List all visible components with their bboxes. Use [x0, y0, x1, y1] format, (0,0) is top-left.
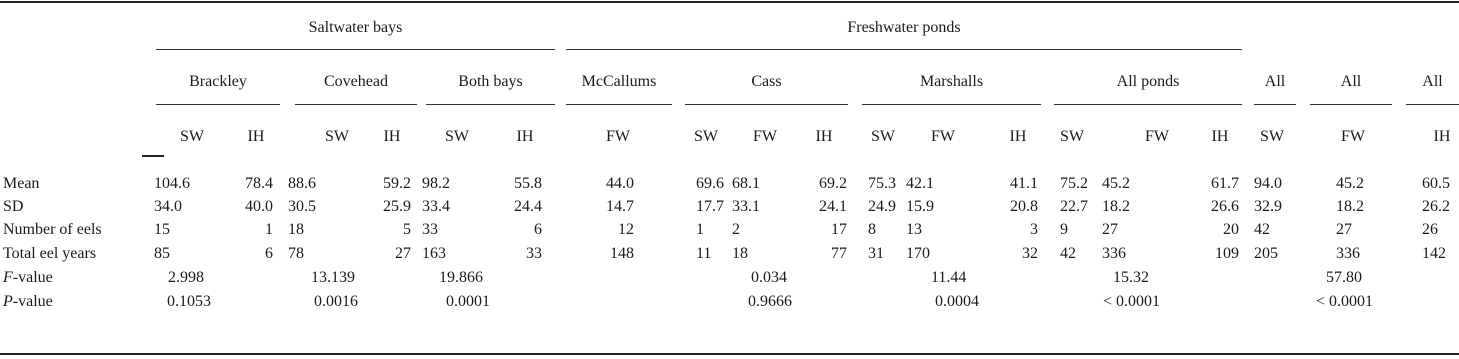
- column-header: IH: [1211, 128, 1229, 145]
- data-cell: 27: [1336, 221, 1352, 238]
- data-cell: 20: [1223, 221, 1239, 238]
- column-header: FW: [606, 128, 630, 145]
- site-underline: [156, 104, 280, 105]
- site-header: Cass: [751, 73, 782, 90]
- data-cell: 33: [526, 245, 542, 262]
- data-cell: 75.2: [1060, 175, 1088, 192]
- site-header: Covehead: [324, 73, 388, 90]
- data-cell: 336: [1102, 245, 1126, 262]
- p-value-cell: < 0.0001: [1103, 293, 1161, 310]
- column-header: FW: [931, 128, 955, 145]
- group-header: Freshwater ponds: [847, 19, 961, 36]
- site-underline: [295, 104, 417, 105]
- data-cell: 98.2: [422, 175, 450, 192]
- table-header-rule: [142, 155, 164, 157]
- data-cell: 34.0: [154, 198, 182, 215]
- data-cell: 94.0: [1254, 175, 1282, 192]
- data-cell: 336: [1336, 245, 1360, 262]
- data-cell: 40.0: [245, 198, 273, 215]
- p-value-cell: 0.0016: [314, 293, 358, 310]
- data-cell: 163: [422, 245, 446, 262]
- column-header: IH: [815, 128, 833, 145]
- data-cell: 205: [1254, 245, 1278, 262]
- data-cell: 17: [831, 221, 847, 238]
- data-cell: 78: [288, 245, 304, 262]
- data-cell: 25.9: [383, 198, 411, 215]
- data-cell: 78.4: [245, 175, 273, 192]
- data-cell: 88.6: [288, 175, 316, 192]
- column-header: SW: [694, 128, 718, 145]
- row-label: Total eel years: [3, 245, 97, 262]
- data-cell: 75.3: [868, 175, 896, 192]
- row-label: Number of eels: [3, 221, 102, 238]
- data-cell: 11: [696, 245, 712, 262]
- column-header: IH: [516, 128, 534, 145]
- site-header: Marshalls: [919, 73, 984, 90]
- row-label: SD: [3, 198, 24, 215]
- site-header: Brackley: [189, 73, 247, 90]
- column-header: SW: [445, 128, 469, 145]
- group-header: Saltwater bays: [308, 19, 403, 36]
- column-header: SW: [1060, 128, 1084, 145]
- f-symbol: F: [3, 269, 13, 286]
- f-suffix: -value: [12, 269, 53, 286]
- data-cell: 17.7: [696, 198, 724, 215]
- row-label: Mean: [3, 175, 40, 192]
- site-underline: [685, 104, 848, 105]
- column-header: SW: [871, 128, 895, 145]
- site-header: All: [1422, 73, 1443, 90]
- data-cell: 33.1: [732, 198, 760, 215]
- data-cell: 42: [1060, 245, 1076, 262]
- site-header: Both bays: [458, 73, 523, 90]
- column-header: SW: [325, 128, 349, 145]
- f-value-cell: 19.866: [439, 269, 483, 286]
- site-underline: [1406, 104, 1459, 105]
- column-header: SW: [1260, 128, 1284, 145]
- data-cell: 24.4: [514, 198, 542, 215]
- data-cell: 15.9: [906, 198, 934, 215]
- data-cell: 26.2: [1422, 198, 1450, 215]
- column-header: SW: [180, 128, 204, 145]
- column-header: FW: [1145, 128, 1169, 145]
- column-header: IH: [1433, 128, 1451, 145]
- column-header: FW: [753, 128, 777, 145]
- data-cell: 13: [906, 221, 922, 238]
- table-bottom-rule: [0, 353, 1459, 355]
- data-cell: 68.1: [732, 175, 760, 192]
- site-header: All: [1340, 73, 1362, 90]
- data-cell: 8: [868, 221, 876, 238]
- data-cell: 44.0: [606, 175, 634, 192]
- data-cell: 18.2: [1102, 198, 1130, 215]
- data-cell: 18.2: [1336, 198, 1364, 215]
- p-value-cell: < 0.0001: [1316, 293, 1374, 310]
- data-cell: 170: [906, 245, 930, 262]
- column-header: FW: [1341, 128, 1365, 145]
- data-cell: 32.9: [1254, 198, 1282, 215]
- p-value-cell: 0.0001: [446, 293, 490, 310]
- data-cell: 22.7: [1060, 198, 1088, 215]
- row-label-p-value: [3, 292, 53, 312]
- data-cell: 148: [610, 245, 634, 262]
- data-cell: 1: [696, 221, 704, 238]
- site-underline: [1310, 104, 1392, 105]
- p-suffix: -value: [12, 293, 53, 310]
- data-cell: 32: [1022, 245, 1038, 262]
- data-cell: 59.2: [383, 175, 411, 192]
- f-value-cell: 13.139: [311, 269, 355, 286]
- site-underline: [566, 104, 672, 105]
- data-cell: 42: [1254, 221, 1270, 238]
- f-value-cell: 11.44: [931, 269, 967, 286]
- site-header: All ponds: [1116, 73, 1180, 90]
- data-cell: 55.8: [514, 175, 542, 192]
- data-cell: 33: [422, 221, 438, 238]
- data-cell: 61.7: [1211, 175, 1239, 192]
- data-cell: 20.8: [1010, 198, 1038, 215]
- column-header: IH: [383, 128, 401, 145]
- data-cell: 6: [265, 245, 273, 262]
- column-header: IH: [1009, 128, 1027, 145]
- data-cell: 41.1: [1010, 175, 1038, 192]
- site-header: McCallums: [581, 73, 657, 90]
- f-value-cell: 15.32: [1113, 269, 1149, 286]
- data-cell: 85: [154, 245, 170, 262]
- data-cell: 109: [1215, 245, 1239, 262]
- p-symbol: P: [3, 293, 13, 310]
- group-underline: [156, 49, 555, 50]
- data-cell: 18: [288, 221, 304, 238]
- data-cell: 27: [395, 245, 411, 262]
- data-cell: 1: [265, 221, 273, 238]
- data-cell: 12: [618, 221, 634, 238]
- f-value-cell: 2.998: [168, 269, 204, 286]
- data-cell: 77: [831, 245, 847, 262]
- column-header: IH: [247, 128, 265, 145]
- p-value-cell: 0.9666: [748, 293, 792, 310]
- row-label-f-value: [3, 268, 53, 288]
- data-cell: 24.1: [819, 198, 847, 215]
- data-cell: 26.6: [1211, 198, 1239, 215]
- data-cell: 45.2: [1336, 175, 1364, 192]
- data-cell: 30.5: [288, 198, 316, 215]
- p-value-cell: 0.1053: [167, 293, 211, 310]
- site-header: All: [1264, 73, 1286, 90]
- data-cell: 33.4: [422, 198, 450, 215]
- data-cell: 9: [1060, 221, 1068, 238]
- f-value-cell: 57.80: [1326, 269, 1362, 286]
- data-cell: 6: [534, 221, 542, 238]
- data-cell: 18: [732, 245, 748, 262]
- data-cell: 42.1: [906, 175, 934, 192]
- data-cell: 142: [1422, 245, 1446, 262]
- table-top-rule: [0, 1, 1459, 3]
- data-cell: 104.6: [154, 175, 190, 192]
- data-cell: 26: [1422, 221, 1438, 238]
- data-cell: 3: [1030, 221, 1038, 238]
- p-value-cell: 0.0004: [935, 293, 979, 310]
- data-cell: 27: [1102, 221, 1118, 238]
- site-underline: [862, 104, 1041, 105]
- f-value-cell: 0.034: [751, 269, 787, 286]
- group-underline: [566, 49, 1242, 50]
- site-underline: [1054, 104, 1242, 105]
- data-cell: 15: [154, 221, 170, 238]
- data-cell: 60.5: [1422, 175, 1450, 192]
- data-cell: 69.6: [696, 175, 724, 192]
- data-cell: 69.2: [819, 175, 847, 192]
- data-cell: 5: [403, 221, 411, 238]
- data-cell: 45.2: [1102, 175, 1130, 192]
- data-cell: 14.7: [606, 198, 634, 215]
- data-cell: 24.9: [868, 198, 896, 215]
- data-cell: 31: [868, 245, 884, 262]
- data-cell: 2: [732, 221, 740, 238]
- site-underline: [1254, 104, 1296, 105]
- site-underline: [426, 104, 555, 105]
